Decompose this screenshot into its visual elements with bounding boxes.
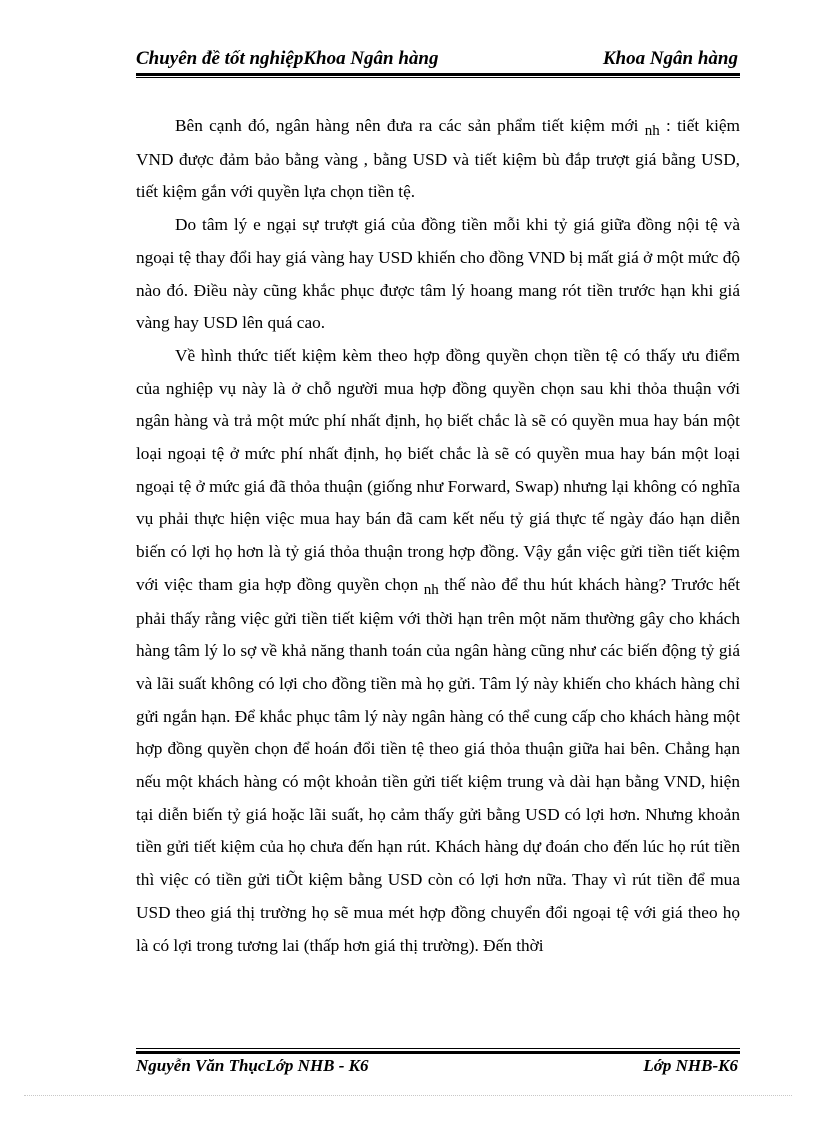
paragraph-3-mark: nh xyxy=(423,581,439,598)
page-bottom-dotted-line xyxy=(24,1095,792,1096)
paragraph-1 xyxy=(136,110,740,209)
page-footer xyxy=(136,1054,740,1078)
paragraph-3-text-a: Về hình thức tiết kiệm kèm theo hợp đồng quyền chọn tiền tệ có thấy ưu điểm của nghiệp vụ này là ở chỗ người mua hợp đồng quyền chọn sau khi thỏa thuận với ngân hàng và trả một mức phí nhất định, họ biết chắc là sẽ có quyền mua hay bán một loại ngoại tệ ở mức phí nhất định, họ biết chắc là sẽ có quyền mua hay bán một loại ngoại tệ ở mức giá đã thỏa thuận (giống như Forward, Swap) nhưng lại không có nghĩa vụ phải thực hiện việc mua hay bán đã cam kết nếu tỷ giá thực tế ngày đáo hạn diễn biến có lợi họ hơn là tỷ giá thỏa thuận trong hợp đồng. Vậy gắn việc gửi tiền tiết kiệm với việc tham gia hợp đồng quyền chọn xyxy=(136,345,740,594)
footer-class: Lớp NHB-K6 xyxy=(643,1056,738,1075)
header-rule-thin xyxy=(136,77,740,78)
paragraph-1-mark: nh xyxy=(644,123,660,139)
footer-rule-thin xyxy=(136,1048,740,1049)
page-header xyxy=(136,46,740,70)
document-body xyxy=(136,110,740,962)
header-left-title: Chuyên đề tốt nghiệpKhoa Ngân hàng xyxy=(136,48,439,69)
paragraph-3 xyxy=(136,340,740,962)
header-right-title: Khoa Ngân hàng xyxy=(602,48,738,69)
footer-author: Nguyễn Văn ThụcLớp NHB - K6 xyxy=(136,1056,369,1075)
paragraph-3-text-b: thế nào để thu hút khách hàng? Trước hết phải thấy rằng việc gửi tiền tiết kiệm với thời hạn trên một năm thường gây cho khách hàng tâm lý lo sợ về khả năng thanh toán của ngân hàng cũng như các biến động tỷ giá và lãi suất không có lợi cho đồng tiền mà họ gửi. Tâm lý này khiến cho khách hàng chỉ gửi ngắn hạn. Để khắc phục tâm lý này ngân hàng có thể cung cấp cho khách hàng một hợp đồng quyền chọn để hoán đổi tiền tệ theo giá thỏa thuận giữa hai bên. Chẳng hạn nếu một khách hàng có một khoản tiền gửi tiết kiệm trung và dài hạn bằng VND, hiện tại diễn biến tỷ giá hoặc lãi suất, họ cảm thấy gửi bằng USD có lợi hơn. Nhưng khoản tiền gửi tiết kiệm của họ chưa đến hạn rút. Khách hàng dự đoán cho đến lúc họ rút tiền thì việc có tiền gửi tiÕt kiệm bằng USD còn có lợi hơn nữa. Thay vì rút tiền để mua USD theo giá thị trường họ sẽ mua mét hợp đồng chuyển đổi ngoại tệ với giá theo họ là có lợi trong tương lai (thấp hơn giá thị trường). Đến thời xyxy=(136,574,740,955)
paragraph-1-text-b: : tiết kiệm VND được đảm bảo bằng vàng , bằng USD và tiết kiệm bù đắp trượt giá bằng USD, tiết kiệm gắn với quyền lựa chọn tiền tệ. xyxy=(136,116,740,202)
paragraph-2 xyxy=(136,209,740,340)
paragraph-1-text-a: Bên cạnh đó, ngân hàng nên đưa ra các sản phẩm tiết kiệm mới xyxy=(175,116,645,135)
paragraph-2-text: Do tâm lý e ngại sự trượt giá của đồng tiền mỗi khi tỷ giá giữa đồng nội tệ và ngoại tệ thay đổi hay giá vàng hay USD khiến cho đồng VND bị mất giá ở một mức độ nào đó. Điều này cũng khắc phục được tâm lý hoang mang rót tiền trước hạn khi giá vàng hay USD lên quá cao. xyxy=(136,215,740,333)
header-rule-thick xyxy=(136,73,740,76)
